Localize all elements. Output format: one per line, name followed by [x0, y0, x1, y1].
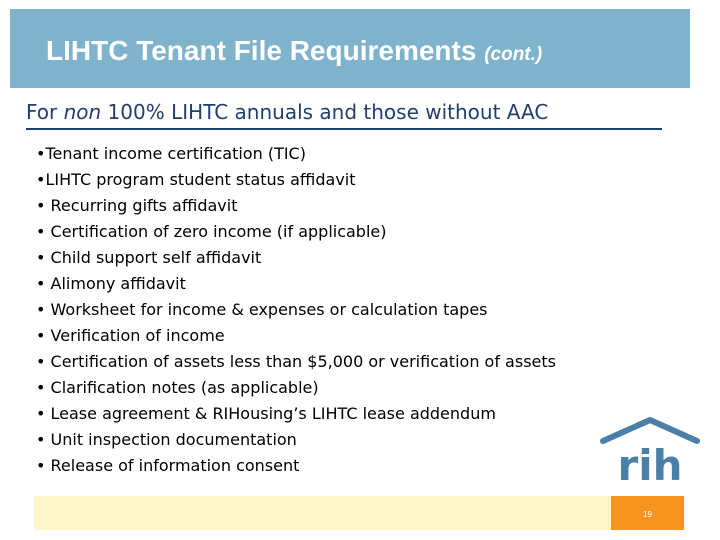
page-number: 19	[643, 510, 652, 519]
list-item: • Worksheet for income & expenses or calculation tapes	[36, 300, 488, 319]
subtitle-emphasis: non	[63, 100, 102, 124]
list-item: •Tenant income certification (TIC)	[36, 144, 306, 163]
subtitle-prefix: For	[26, 100, 64, 124]
requirements-list	[36, 141, 596, 479]
list-item: • Verification of income	[36, 326, 225, 345]
subtitle-underline	[26, 128, 662, 130]
slide-title	[46, 35, 542, 67]
section-subtitle	[26, 100, 548, 124]
list-item: • Child support self affidavit	[36, 248, 262, 267]
footer-bar	[34, 496, 684, 530]
subtitle-rest: 100% LIHTC annuals and those without AAC	[101, 100, 549, 124]
list-item: • Alimony affidavit	[36, 274, 186, 293]
logo-roof-icon	[603, 420, 697, 441]
list-item: • Certification of assets less than $5,000 or verification of assets	[36, 352, 556, 371]
list-item: • Recurring gifts affidavit	[36, 196, 238, 215]
list-item: • Clarification notes (as applicable)	[36, 378, 319, 397]
slide-title-main: LIHTC Tenant File Requirements	[46, 35, 485, 66]
list-item: • Lease agreement & RIHousing’s LIHTC lease addendum	[36, 404, 496, 423]
slide-title-suffix: (cont.)	[484, 44, 543, 65]
list-item: • Unit inspection documentation	[36, 430, 297, 449]
list-item: • Release of information consent	[36, 456, 300, 475]
logo-text: rih	[617, 441, 683, 484]
list-item: • Certification of zero income (if applicable)	[36, 222, 387, 241]
roof-house-logo	[599, 416, 701, 484]
title-bar	[10, 9, 690, 88]
list-item: •LIHTC program student status affidavit	[36, 170, 356, 189]
